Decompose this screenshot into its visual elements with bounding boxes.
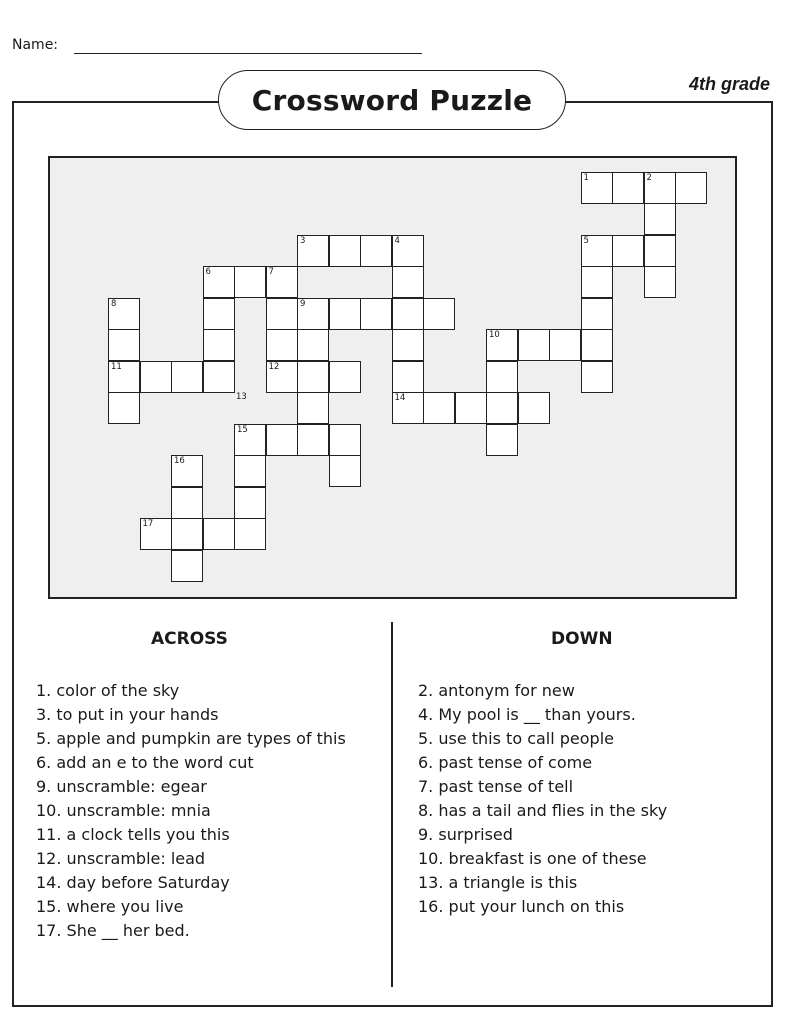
- crossword-cell[interactable]: [612, 235, 644, 267]
- grade-label: 4th grade: [688, 74, 770, 94]
- crossword-cell[interactable]: [675, 172, 707, 204]
- crossword-cell[interactable]: [266, 361, 298, 393]
- crossword-cell[interactable]: [171, 487, 203, 519]
- crossword-cell[interactable]: [486, 392, 518, 424]
- crossword-cell[interactable]: [581, 235, 613, 267]
- crossword-cell[interactable]: [423, 392, 455, 424]
- down-clue: 9. surprised: [418, 825, 513, 844]
- crossword-cell[interactable]: [329, 455, 361, 487]
- crossword-cell[interactable]: [140, 361, 172, 393]
- clue-number: 11: [111, 361, 122, 372]
- crossword-cell[interactable]: [203, 329, 235, 361]
- name-input-line[interactable]: [74, 53, 422, 54]
- crossword-cell[interactable]: [455, 392, 487, 424]
- crossword-cell[interactable]: [518, 329, 550, 361]
- crossword-cell[interactable]: [392, 361, 424, 393]
- crossword-cell[interactable]: [392, 235, 424, 267]
- crossword-cell[interactable]: [392, 298, 424, 330]
- down-clue: 13. a triangle is this: [418, 873, 578, 892]
- down-clue: 7. past tense of tell: [418, 777, 574, 796]
- crossword-cell[interactable]: [234, 487, 266, 519]
- crossword-cell[interactable]: [329, 298, 361, 330]
- crossword-cell[interactable]: [644, 203, 676, 235]
- clue-number: 13: [236, 392, 247, 402]
- crossword-cell[interactable]: [329, 361, 361, 393]
- down-clue-list: [418, 680, 667, 920]
- crossword-cell[interactable]: [392, 266, 424, 298]
- crossword-cell[interactable]: [171, 361, 203, 393]
- clue-number: 6: [205, 267, 211, 277]
- crossword-cell[interactable]: [549, 329, 581, 361]
- crossword-cell[interactable]: [297, 298, 329, 330]
- crossword-cell[interactable]: [171, 550, 203, 582]
- crossword-cell[interactable]: [581, 266, 613, 298]
- crossword-cell[interactable]: [297, 361, 329, 393]
- across-clue: 5. apple and pumpkin are types of this: [36, 729, 346, 748]
- crossword-cell[interactable]: [360, 235, 392, 267]
- crossword-cell[interactable]: [581, 361, 613, 393]
- crossword-cell[interactable]: [486, 361, 518, 393]
- clue-number: 17: [142, 519, 154, 529]
- clue-number: 3: [300, 235, 306, 246]
- across-clue: 6. add an e to the word cut: [36, 753, 254, 772]
- name-label: Name:: [12, 37, 59, 53]
- clue-number: 5: [583, 235, 589, 246]
- crossword-cell[interactable]: [392, 392, 424, 424]
- clue-number: 12: [268, 361, 280, 372]
- down-clue: 8. has a tail and flies in the sky: [418, 801, 668, 820]
- across-heading: ACROSS: [151, 629, 228, 649]
- crossword-cell[interactable]: [297, 329, 329, 361]
- across-clue: 10. unscramble: mnia: [36, 801, 211, 820]
- crossword-cell[interactable]: [581, 298, 613, 330]
- crossword-cell[interactable]: [234, 518, 266, 550]
- crossword-cell[interactable]: [329, 235, 361, 267]
- down-clue: 16. put your lunch on this: [418, 897, 625, 916]
- crossword-cell[interactable]: [203, 361, 235, 393]
- clue-number: 2: [646, 172, 652, 183]
- clue-number: 16: [174, 456, 185, 466]
- crossword-cell[interactable]: [203, 518, 235, 550]
- across-clue: 1. color of the sky: [36, 681, 180, 700]
- across-clue-list: [36, 680, 346, 944]
- crossword-cell[interactable]: [329, 424, 361, 456]
- clue-number: 9: [300, 298, 306, 309]
- clue-number: 7: [268, 267, 274, 277]
- crossword-cell[interactable]: [171, 455, 203, 487]
- crossword-cell[interactable]: [644, 172, 676, 204]
- crossword-cell[interactable]: [518, 392, 550, 424]
- crossword-cell[interactable]: [392, 329, 424, 361]
- crossword-cell[interactable]: [581, 329, 613, 361]
- crossword-cell[interactable]: [266, 424, 298, 456]
- down-clue: 2. antonym for new: [418, 681, 575, 700]
- crossword-cell[interactable]: [297, 424, 329, 456]
- crossword-cell[interactable]: [644, 235, 676, 267]
- crossword-cell[interactable]: [108, 329, 140, 361]
- crossword-cell[interactable]: [297, 392, 329, 424]
- crossword-cell[interactable]: [234, 455, 266, 487]
- crossword-cell[interactable]: [108, 298, 140, 330]
- crossword-cell[interactable]: [360, 298, 392, 330]
- crossword-cell[interactable]: [108, 392, 140, 424]
- crossword-cell[interactable]: [581, 172, 613, 204]
- crossword-cell[interactable]: [203, 266, 235, 298]
- crossword-grid: [48, 156, 737, 599]
- across-clue: 15. where you live: [36, 897, 184, 916]
- clue-number: 15: [237, 424, 248, 435]
- down-heading: DOWN: [551, 629, 613, 649]
- across-clue: 14. day before Saturday: [36, 873, 230, 892]
- crossword-cell[interactable]: [203, 298, 235, 330]
- crossword-cell[interactable]: [108, 361, 140, 393]
- across-clue: 9. unscramble: egear: [36, 777, 207, 796]
- crossword-cell[interactable]: [234, 424, 266, 456]
- page-title: Crossword Puzzle: [251, 83, 533, 117]
- clue-number: 10: [489, 330, 500, 340]
- across-clue: 3. to put in your hands: [36, 705, 219, 724]
- crossword-cell[interactable]: [486, 329, 518, 361]
- down-clue: 5. use this to call people: [418, 729, 614, 748]
- crossword-cell[interactable]: [266, 298, 298, 330]
- crossword-cell[interactable]: [266, 329, 298, 361]
- crossword-cell[interactable]: [612, 172, 644, 204]
- clue-number: 4: [394, 235, 400, 246]
- crossword-cell[interactable]: [423, 298, 455, 330]
- crossword-cell[interactable]: [486, 424, 518, 456]
- column-divider: [391, 622, 393, 987]
- crossword-cell[interactable]: [234, 266, 266, 298]
- crossword-cell[interactable]: [171, 518, 203, 550]
- down-clue: 10. breakfast is one of these: [418, 849, 647, 868]
- crossword-cell[interactable]: [297, 235, 329, 267]
- title-banner: [218, 70, 566, 130]
- crossword-cell[interactable]: [266, 266, 298, 298]
- down-clue: 4. My pool is __ than yours.: [418, 705, 636, 724]
- down-clue: 6. past tense of come: [418, 753, 593, 772]
- crossword-cell[interactable]: [140, 518, 172, 550]
- clue-number: 14: [394, 393, 406, 403]
- across-clue: 12. unscramble: lead: [36, 849, 206, 868]
- across-clue: 17. She __ her bed.: [36, 921, 190, 940]
- crossword-cell[interactable]: [644, 266, 676, 298]
- clue-number: 8: [111, 298, 117, 309]
- across-clue: 11. a clock tells you this: [36, 825, 230, 844]
- clue-number: 1: [583, 172, 589, 183]
